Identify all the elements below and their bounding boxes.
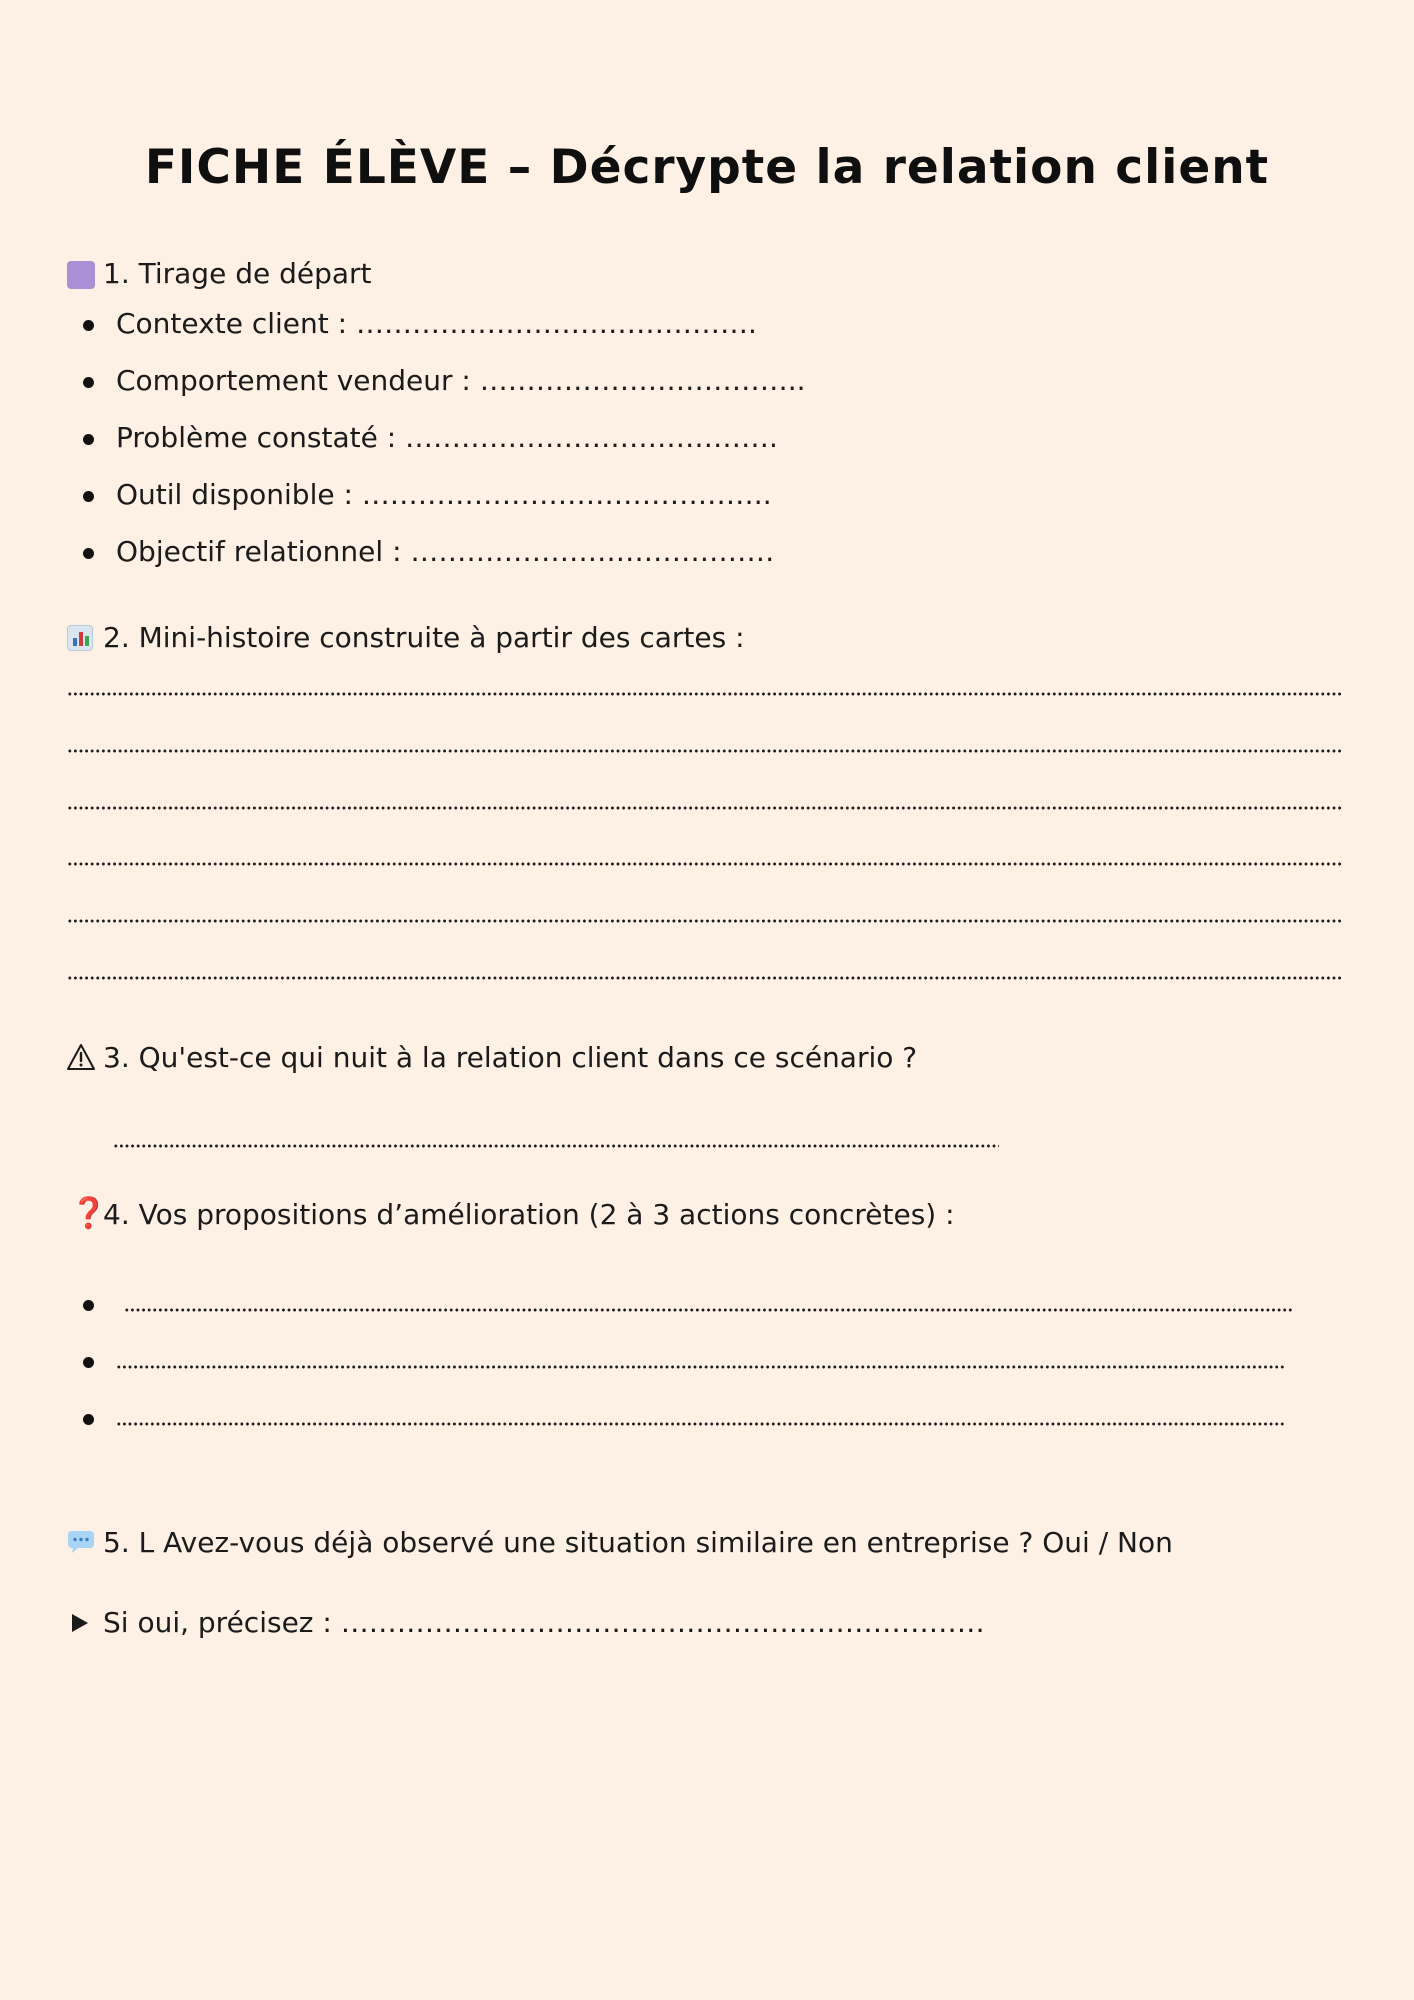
purple-square-icon bbox=[67, 261, 95, 289]
section-1-heading: 1. Tirage de départ bbox=[103, 257, 372, 290]
page-title: FICHE ÉLÈVE – Décrypte la relation client bbox=[144, 140, 1270, 195]
story-answer-line[interactable] bbox=[67, 862, 1341, 866]
story-answer-line[interactable] bbox=[67, 692, 1341, 696]
story-answer-line[interactable] bbox=[67, 919, 1341, 923]
bullet-icon bbox=[83, 1357, 94, 1368]
field-outil-disponible[interactable]: Outil disponible : …………………………………….. bbox=[116, 478, 772, 511]
section-3-heading: 3. Qu'est-ce qui nuit à la relation client dans ce scénario ? bbox=[103, 1041, 918, 1074]
proposal-answer-line[interactable] bbox=[124, 1308, 1292, 1312]
bullet-icon bbox=[83, 320, 94, 331]
bar-chart-icon bbox=[67, 625, 93, 651]
section-2-heading: 2. Mini-histoire construite à partir des cartes : bbox=[103, 621, 745, 654]
story-answer-line[interactable] bbox=[67, 806, 1341, 810]
story-answer-line[interactable] bbox=[67, 976, 1341, 980]
bullet-icon bbox=[83, 1300, 94, 1311]
proposal-answer-line[interactable] bbox=[116, 1365, 1284, 1369]
bullet-icon bbox=[83, 434, 94, 445]
question-mark-icon: ❓ bbox=[70, 1196, 108, 1231]
bullet-icon bbox=[83, 491, 94, 502]
bullet-icon bbox=[83, 548, 94, 559]
warning-icon bbox=[66, 1043, 96, 1071]
section-5-heading: 5. L Avez-vous déjà observé une situation similaire en entreprise ? Oui / Non bbox=[103, 1526, 1173, 1559]
bullet-icon bbox=[83, 377, 94, 388]
field-si-oui-precisez[interactable]: Si oui, précisez : …………………………………………………………… bbox=[103, 1606, 985, 1639]
speech-bubble-icon bbox=[66, 1528, 96, 1556]
story-answer-line[interactable] bbox=[67, 749, 1341, 753]
harm-answer-line[interactable] bbox=[113, 1144, 999, 1148]
triangle-pointer-icon bbox=[72, 1614, 88, 1632]
field-probleme-constate[interactable]: Problème constaté : …………………………………. bbox=[116, 421, 778, 454]
field-comportement-vendeur[interactable]: Comportement vendeur : …………………………….. bbox=[116, 364, 806, 397]
bullet-icon bbox=[83, 1414, 94, 1425]
field-objectif-relationnel[interactable]: Objectif relationnel : ………………………………… bbox=[116, 535, 775, 568]
field-contexte-client[interactable]: Contexte client : ……………………………………. bbox=[116, 307, 757, 340]
proposal-answer-line[interactable] bbox=[116, 1422, 1284, 1426]
section-4-heading: 4. Vos propositions d’amélioration (2 à 3 actions concrètes) : bbox=[103, 1198, 955, 1231]
